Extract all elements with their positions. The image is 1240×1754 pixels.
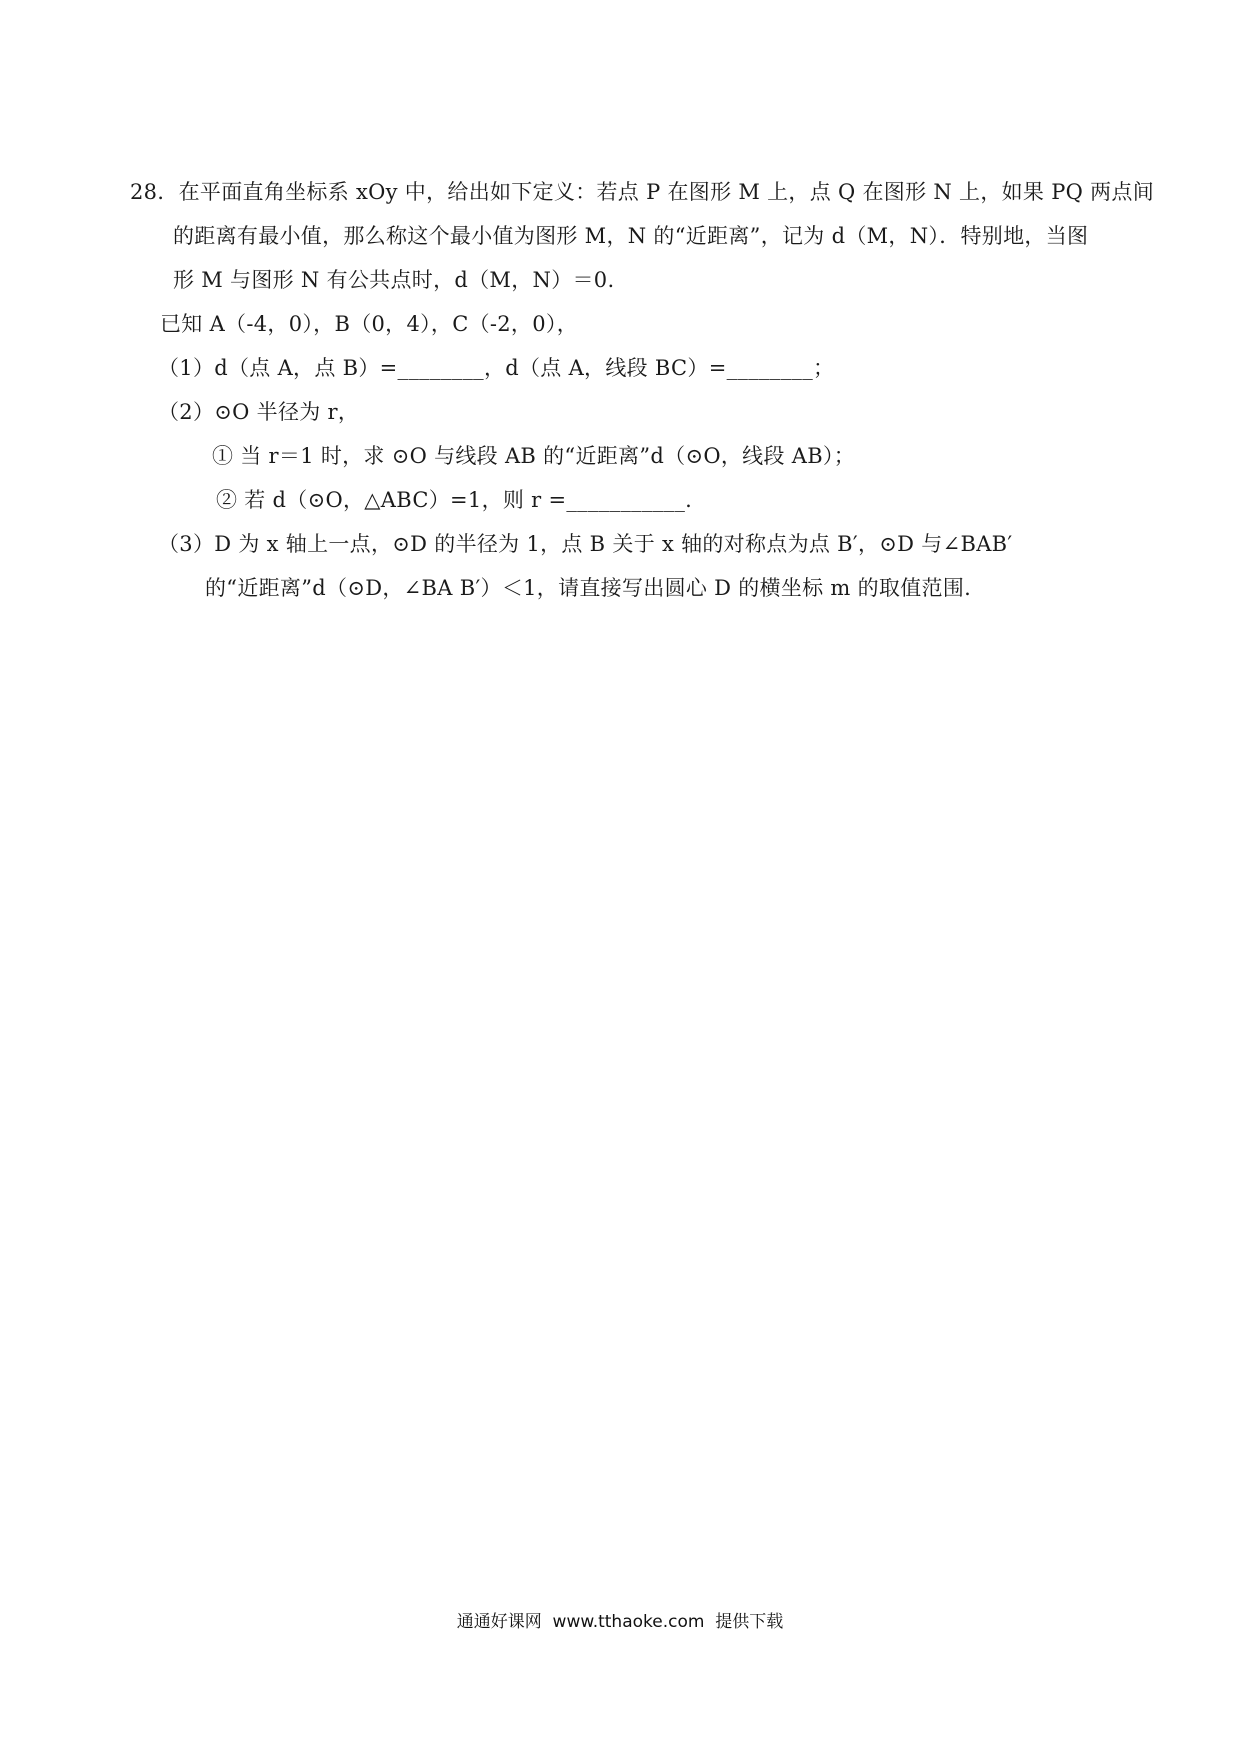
problem-line-2: 的距离有最小值，那么称这个最小值为图形 M，N 的“近距离”，记为 d（M，N）．特别地，当图 [173, 224, 1089, 248]
part-2-sub-1: ① 当 r＝1 时，求 ⊙O 与线段 AB 的“近距离”d（⊙O，线段 AB）； [212, 444, 856, 468]
part-3-continued: 的“近距离”d（⊙D，∠BA B′）＜1，请直接写出圆心 D 的横坐标 m 的取值范围. [205, 576, 972, 600]
part-3: （3）D 为 x 轴上一点，⊙D 的半径为 1，点 B 关于 x 轴的对称点为点 B′，⊙D 与∠BAB′ [158, 532, 1013, 556]
problem-line-3: 形 M 与图形 N 有公共点时，d（M，N）＝0. [173, 268, 615, 292]
problem-line-1: 28．在平面直角坐标系 xOy 中，给出如下定义：若点 P 在图形 M 上，点 Q 在图形 N 上，如果 PQ 两点间 [130, 180, 1155, 204]
footer-source: 通通好课网 www.tthaoke.com 提供下载 [456, 1612, 784, 1632]
part-2-sub-2: ② 若 d（⊙O，△ABC）=1，则 r =___________. [216, 488, 693, 512]
part-2: （2）⊙O 半径为 r， [158, 400, 360, 424]
part-1: （1）d（点 A，点 B）=________，d（点 A，线段 BC）=________； [158, 356, 835, 380]
given-points: 已知 A（-4，0），B（0，4），C（-2，0）， [160, 312, 578, 336]
